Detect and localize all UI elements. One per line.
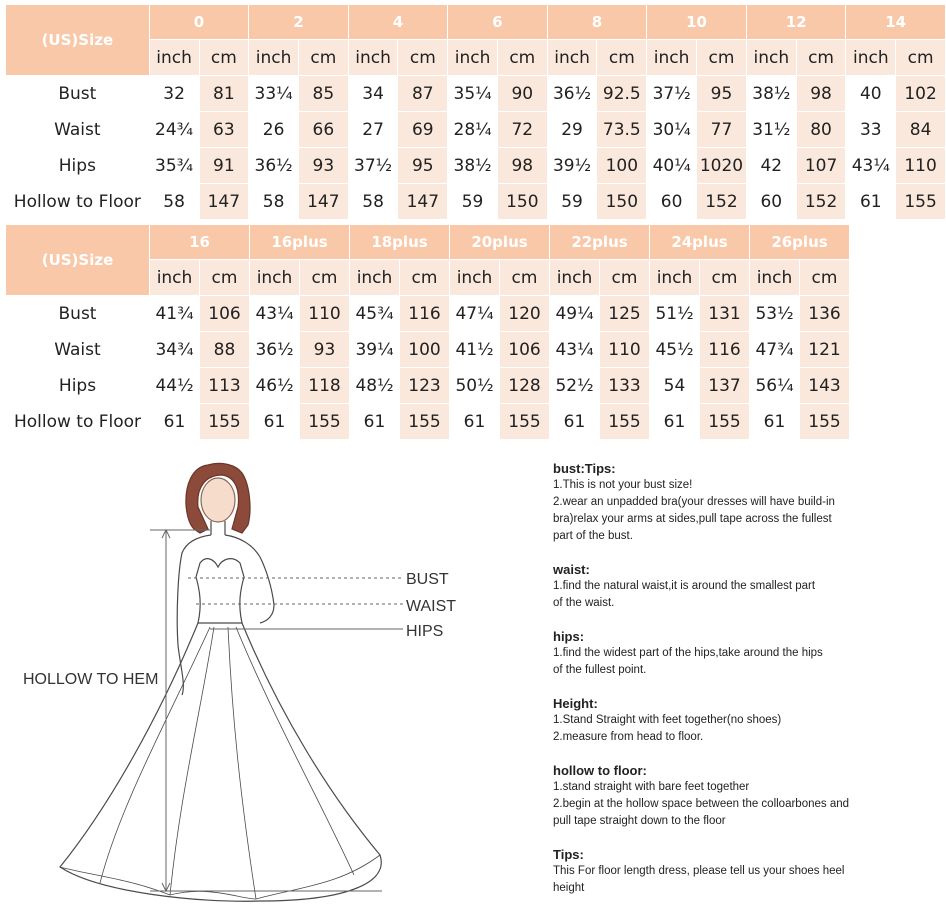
table-cell: 38½: [746, 76, 796, 112]
table-cell: 77: [697, 112, 747, 148]
unit-cm: cm: [796, 40, 846, 76]
tip-line: 1.Stand Straight with feet together(no shoes): [553, 714, 782, 726]
size-10-header: 10: [647, 5, 747, 40]
table-cell: 90: [497, 76, 547, 112]
table-cell: 61: [250, 404, 300, 440]
table-cell: 58: [149, 184, 199, 220]
table-cell: 44½: [150, 368, 200, 404]
table-cell: 155: [300, 404, 350, 440]
table-cell: 43¼: [846, 148, 896, 184]
unit-inch: inch: [348, 40, 398, 76]
tip-line: This For floor length dress, please tell us your shoes heel: [553, 865, 845, 877]
table-cell: 91: [199, 148, 249, 184]
table-cell: 61: [750, 404, 800, 440]
table-cell: 42: [746, 148, 796, 184]
unit-inch: inch: [350, 260, 400, 296]
unit-cm: cm: [298, 40, 348, 76]
table-cell: 69: [398, 112, 448, 148]
table-cell: 61: [150, 404, 200, 440]
table-cell: 87: [398, 76, 448, 112]
size-4-header: 4: [348, 5, 447, 40]
bust-label: BUST: [406, 571, 449, 588]
unit-cm: cm: [199, 40, 249, 76]
table-cell: 121: [800, 332, 850, 368]
table-cell: 155: [400, 404, 450, 440]
table-cell: 34¾: [150, 332, 200, 368]
hips-label: HIPS: [406, 623, 444, 640]
table-cell: 95: [398, 148, 448, 184]
unit-inch: inch: [647, 40, 697, 76]
tip-line: height: [553, 882, 585, 894]
skirt-folds: [100, 627, 354, 899]
size-26plus-header: 26plus: [750, 225, 850, 260]
table-cell: 36½: [250, 332, 300, 368]
table-cell: 128: [500, 368, 550, 404]
table-cell: 98: [497, 148, 547, 184]
table-cell: 45½: [650, 332, 700, 368]
table-cell: 155: [600, 404, 650, 440]
unit-inch: inch: [750, 260, 800, 296]
tip-line: of the waist.: [553, 597, 615, 609]
table-cell: 59: [448, 184, 498, 220]
size-0-header: 0: [149, 5, 248, 40]
table-cell: 66: [298, 112, 348, 148]
table-cell: 98: [796, 76, 846, 112]
unit-cm: cm: [896, 40, 946, 76]
size-20plus-header: 20plus: [450, 225, 550, 260]
table-cell: 37½: [348, 148, 398, 184]
table-cell: 50½: [450, 368, 500, 404]
table-cell: 123: [400, 368, 450, 404]
table-row-waist: [6, 112, 946, 148]
table-cell: 102: [896, 76, 946, 112]
table-row-hips: [6, 148, 946, 184]
tip-title: Height:: [553, 696, 598, 711]
tip-line: of the fullest point.: [553, 664, 647, 676]
tip-line: pull tape straight down to the floor: [553, 815, 726, 827]
table-cell: 47¼: [450, 296, 500, 332]
hollow-to-hem-label: HOLLOW TO HEM: [23, 671, 159, 688]
table-row-hollow-to-floor: [6, 184, 946, 220]
row-label: Bust: [6, 76, 150, 112]
tip-title: waist:: [553, 562, 590, 577]
table-cell: 35¾: [149, 148, 199, 184]
size-24plus-header: 24plus: [650, 225, 750, 260]
tip-waist: [553, 561, 938, 612]
table-cell: 93: [300, 332, 350, 368]
tip-line: bra)relax your arms at sides,pull tape across the fullest: [553, 513, 832, 525]
unit-cm: cm: [500, 260, 550, 296]
tip-line: part of the bust.: [553, 530, 633, 542]
bodice-shape: [196, 559, 244, 623]
table-cell: 100: [597, 148, 647, 184]
table-cell: 73.5: [597, 112, 647, 148]
table-cell: 43¼: [250, 296, 300, 332]
table-cell: 133: [600, 368, 650, 404]
table-cell: 152: [697, 184, 747, 220]
table-cell: 45¾: [350, 296, 400, 332]
table-cell: 46½: [250, 368, 300, 404]
row-label: Hips: [6, 148, 150, 184]
table-cell: 155: [800, 404, 850, 440]
table-row-waist: [6, 332, 850, 368]
size-corner-label: (US)Size: [6, 5, 150, 76]
tip-line: 2.wear an unpadded bra(your dresses will have build-in: [553, 496, 835, 508]
tip-title: hips:: [553, 629, 585, 644]
size-2-header: 2: [249, 5, 348, 40]
waist-label: WAIST: [406, 598, 457, 615]
table-cell: 58: [249, 184, 299, 220]
table-cell: 80: [796, 112, 846, 148]
table-cell: 52½: [550, 368, 600, 404]
size-corner-label: (US)Size: [6, 225, 150, 296]
size-22plus-header: 22plus: [550, 225, 650, 260]
table-row-bust: [6, 296, 850, 332]
row-label: Hollow to Floor: [6, 184, 150, 220]
table-cell: 147: [199, 184, 249, 220]
unit-inch: inch: [746, 40, 796, 76]
table-cell: 110: [896, 148, 946, 184]
table-cell: 28¼: [448, 112, 498, 148]
table-cell: 84: [896, 112, 946, 148]
table-cell: 116: [700, 332, 750, 368]
table-cell: 88: [200, 332, 250, 368]
tip-bust: [553, 460, 938, 545]
tip-line: 1.This is not your bust size!: [553, 479, 693, 491]
row-label: Hips: [6, 368, 150, 404]
unit-cm: cm: [200, 260, 250, 296]
table-row-bust: [6, 76, 946, 112]
table-cell: 39¼: [350, 332, 400, 368]
table-cell: 48½: [350, 368, 400, 404]
table-cell: 93: [298, 148, 348, 184]
table-cell: 61: [550, 404, 600, 440]
table-cell: 147: [398, 184, 448, 220]
unit-inch: inch: [149, 40, 199, 76]
skirt-shape: [60, 623, 381, 901]
table-cell: 61: [450, 404, 500, 440]
table-cell: 41½: [450, 332, 500, 368]
tip-title: Tips:: [553, 847, 584, 862]
unit-inch: inch: [547, 40, 597, 76]
table-cell: 37½: [647, 76, 697, 112]
size-8-header: 8: [547, 5, 647, 40]
table-cell: 131: [700, 296, 750, 332]
tip-line: 1.find the widest part of the hips,take around the hips: [553, 647, 823, 659]
table-cell: 33: [846, 112, 896, 148]
table-cell: 106: [200, 296, 250, 332]
table-cell: 60: [647, 184, 697, 220]
unit-cm: cm: [697, 40, 747, 76]
table-cell: 152: [796, 184, 846, 220]
table-cell: 110: [300, 296, 350, 332]
table-cell: 107: [796, 148, 846, 184]
table-cell: 100: [400, 332, 450, 368]
table-cell: 54: [650, 368, 700, 404]
table-cell: 155: [700, 404, 750, 440]
row-label: Waist: [6, 112, 150, 148]
table-cell: 56¼: [750, 368, 800, 404]
row-label: Waist: [6, 332, 150, 368]
row-label: Bust: [6, 296, 150, 332]
table-cell: 47¾: [750, 332, 800, 368]
size-6-header: 6: [448, 5, 547, 40]
size-18plus-header: 18plus: [350, 225, 450, 260]
table-cell: 35¼: [448, 76, 498, 112]
tip-title: bust:Tips:: [553, 461, 616, 476]
table-cell: 41¾: [150, 296, 200, 332]
size-header-row: [6, 225, 850, 260]
table-cell: 125: [600, 296, 650, 332]
table-cell: 32: [149, 76, 199, 112]
table-cell: 29: [547, 112, 597, 148]
table-cell: 59: [547, 184, 597, 220]
unit-inch: inch: [550, 260, 600, 296]
table-cell: 53½: [750, 296, 800, 332]
size-12-header: 12: [746, 5, 845, 40]
tip-line: 2.measure from head to floor.: [553, 731, 704, 743]
size-14-header: 14: [846, 5, 946, 40]
table-cell: 33¼: [249, 76, 299, 112]
table-cell: 136: [800, 296, 850, 332]
table-cell: 81: [199, 76, 249, 112]
right-arm-shape: [225, 535, 274, 623]
unit-inch: inch: [150, 260, 200, 296]
measurement-tips: [553, 460, 938, 913]
unit-cm: cm: [398, 40, 448, 76]
table-cell: 36½: [249, 148, 299, 184]
table-cell: 118: [300, 368, 350, 404]
tip-height: [553, 695, 938, 746]
table-cell: 72: [497, 112, 547, 148]
table-cell: 116: [400, 296, 450, 332]
tip-title: hollow to floor:: [553, 763, 647, 778]
table-cell: 49¼: [550, 296, 600, 332]
unit-inch: inch: [650, 260, 700, 296]
table-cell: 150: [497, 184, 547, 220]
table-cell: 61: [846, 184, 896, 220]
table-cell: 61: [650, 404, 700, 440]
unit-cm: cm: [800, 260, 850, 296]
table-cell: 155: [896, 184, 946, 220]
face-shape: [201, 478, 235, 522]
table-cell: 31½: [746, 112, 796, 148]
table-cell: 34: [348, 76, 398, 112]
size-table-1: [5, 4, 946, 220]
tip-hollow-to-floor: [553, 762, 938, 830]
measurement-figure: [10, 455, 530, 910]
table-cell: 150: [597, 184, 647, 220]
table-row-hollow-to-floor: [6, 404, 850, 440]
table-cell: 26: [249, 112, 299, 148]
table-cell: 95: [697, 76, 747, 112]
table-cell: 110: [600, 332, 650, 368]
table-cell: 106: [500, 332, 550, 368]
unit-cm: cm: [497, 40, 547, 76]
table-cell: 92.5: [597, 76, 647, 112]
table-cell: 60: [746, 184, 796, 220]
table-cell: 36½: [547, 76, 597, 112]
table-cell: 40: [846, 76, 896, 112]
table-cell: 143: [800, 368, 850, 404]
tip-line: 1.stand straight with bare feet together: [553, 781, 750, 793]
size-header-row: [6, 5, 946, 40]
table-cell: 39½: [547, 148, 597, 184]
table-cell: 155: [500, 404, 550, 440]
table-cell: 30¼: [647, 112, 697, 148]
tip-general: [553, 846, 938, 897]
table-cell: 24¾: [149, 112, 199, 148]
table-row-hips: [6, 368, 850, 404]
table-cell: 51½: [650, 296, 700, 332]
table-cell: 113: [200, 368, 250, 404]
size-16-header: 16: [150, 225, 250, 260]
neck-shape: [211, 521, 225, 535]
table-cell: 85: [298, 76, 348, 112]
unit-cm: cm: [600, 260, 650, 296]
tip-line: 2.begin at the hollow space between the colloarbones and: [553, 798, 850, 810]
table-cell: 137: [700, 368, 750, 404]
tip-hips: [553, 628, 938, 679]
unit-cm: cm: [400, 260, 450, 296]
unit-cm: cm: [597, 40, 647, 76]
unit-inch: inch: [249, 40, 299, 76]
table-cell: 63: [199, 112, 249, 148]
unit-cm: cm: [700, 260, 750, 296]
table-cell: 27: [348, 112, 398, 148]
unit-cm: cm: [300, 260, 350, 296]
table-cell: 58: [348, 184, 398, 220]
table-cell: 38½: [448, 148, 498, 184]
unit-inch: inch: [250, 260, 300, 296]
unit-inch: inch: [450, 260, 500, 296]
size-16plus-header: 16plus: [250, 225, 350, 260]
unit-inch: inch: [448, 40, 498, 76]
row-label: Hollow to Floor: [6, 404, 150, 440]
table-cell: 61: [350, 404, 400, 440]
table-cell: 155: [200, 404, 250, 440]
table-cell: 147: [298, 184, 348, 220]
size-table-2: [5, 224, 850, 440]
table-cell: 120: [500, 296, 550, 332]
unit-inch: inch: [846, 40, 896, 76]
table-cell: 43¼: [550, 332, 600, 368]
table-cell: 1020: [697, 148, 747, 184]
tip-line: 1.find the natural waist,it is around the smallest part: [553, 580, 816, 592]
hem-shape: [60, 855, 380, 899]
table-cell: 40¼: [647, 148, 697, 184]
